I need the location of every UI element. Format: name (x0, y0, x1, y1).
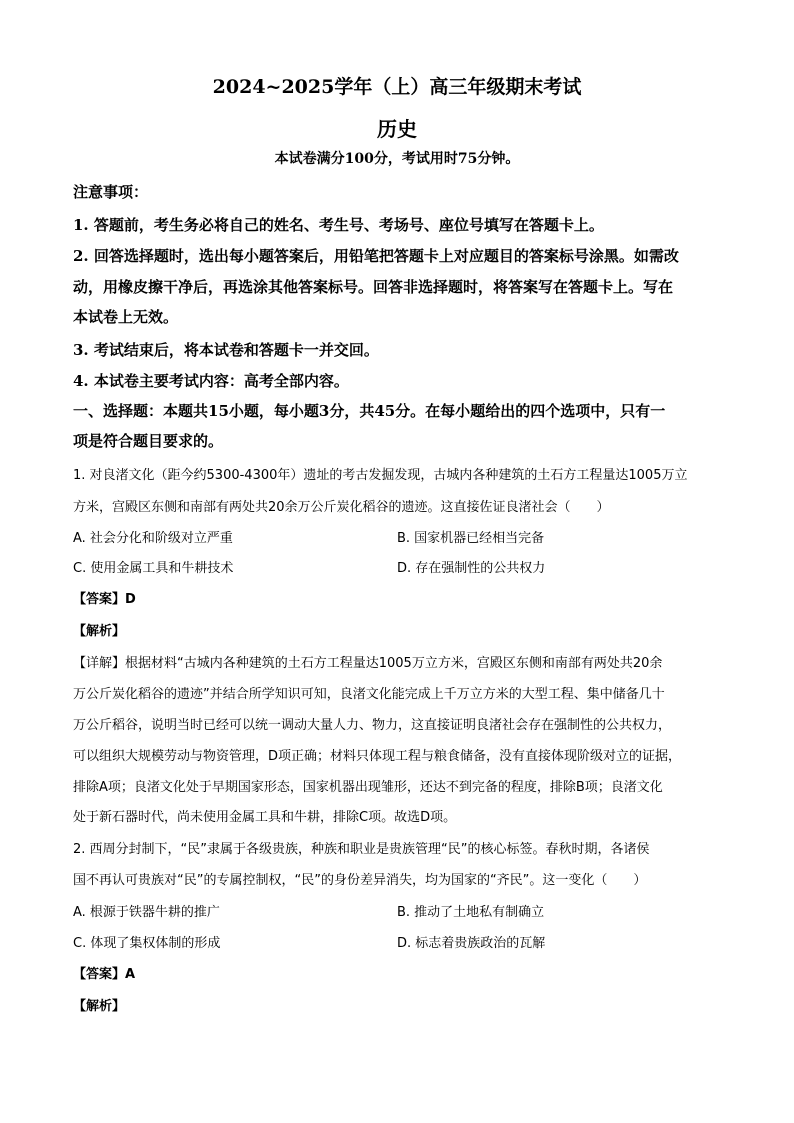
q2-analysis-label: 【解析】 (73, 999, 126, 1014)
q1-stem-line-1: 1. 对良渚文化（距今约5300-4300年）遗址的考古发掘发现，古城内各种建筑的土石方工程量达1005万立 (73, 468, 688, 483)
q1-detail-line-2: 万公斤炭化稻谷的遗迹”并结合所学知识可知，良渚文化能完成上千万立方米的大型工程、集中储备几十 (73, 687, 665, 702)
exam-info: 本试卷满分100分，考试用时75分钟。 (274, 151, 520, 167)
q2-option-c: C. 体现了集权体制的形成 (73, 936, 221, 951)
notice-item-1: 1. 答题前，考生务必将自己的姓名、考生号、考场号、座位号填写在答题卡上。 (73, 216, 604, 234)
notice-item-2-line-2: 动，用橡皮擦干净后，再选涂其他答案标号。回答非选择题时，将答案写在答题卡上。写在 (73, 278, 674, 296)
q2-option-d: D. 标志着贵族政治的瓦解 (397, 936, 546, 951)
notice-heading: 注意事项： (73, 183, 149, 201)
q1-detail-line-4: 可以组织大规模劳动与物资管理，D项正确；材料只体现工程与粮食储备，没有直接体现阶级对立的证据， (73, 749, 682, 764)
subject-title: 历史 (377, 117, 417, 141)
q1-option-b: B. 国家机器已经相当完备 (397, 531, 545, 546)
section-heading-line-2: 项是符合题目要求的。 (73, 432, 224, 450)
q2-option-a: A. 根源于铁器牛耕的推广 (73, 905, 220, 920)
q1-stem-line-2: 方米，宫殿区东侧和南部有两处共20余万公斤炭化稻谷的遗迹。这直接佐证良渚社会（ ） (73, 500, 610, 515)
section-heading-line-1: 一、选择题：本题共15小题，每小题3分，共45分。在每小题给出的四个选项中，只有一 (73, 402, 666, 420)
notice-item-3: 3. 考试结束后，将本试卷和答题卡一并交回。 (73, 341, 379, 359)
q1-detail-line-6: 处于新石器时代，尚未使用金属工具和牛耕，排除C项。故选D项。 (73, 810, 457, 825)
q2-stem-line-1: 2. 西周分封制下，“民”隶属于各级贵族，种族和职业是贵族管理“民”的核心标签。春秋时期，各诸侯 (73, 842, 650, 857)
notice-item-4: 4. 本试卷主要考试内容：高考全部内容。 (73, 372, 349, 390)
exam-title: 2024~2025学年（上）高三年级期末考试 (212, 76, 582, 98)
q1-option-d: D. 存在强制性的公共权力 (397, 561, 546, 576)
q1-option-a: A. 社会分化和阶级对立严重 (73, 531, 233, 546)
notice-item-2-line-3: 本试卷上无效。 (73, 308, 179, 326)
notice-item-2-line-1: 2. 回答选择题时，选出每小题答案后，用铅笔把答题卡上对应题目的答案标号涂黑。如需改 (73, 247, 679, 265)
q1-answer: 【答案】D (73, 592, 136, 607)
q2-option-b: B. 推动了土地私有制确立 (397, 905, 545, 920)
q1-detail-line-1: 【详解】根据材料“古城内各种建筑的土石方工程量达1005万立方米，宫殿区东侧和南部有两处共20余 (73, 656, 663, 671)
q1-detail-line-3: 万公斤稻谷，说明当时已经可以统一调动大量人力、物力，这直接证明良渚社会存在强制性的公共权力， (73, 718, 672, 733)
q2-answer: 【答案】A (73, 967, 136, 982)
q2-stem-line-2: 国不再认可贵族对“民”的专属控制权，“民”的身份差异消失，均为国家的“齐民”。这一变化（ ） (73, 873, 647, 888)
q1-analysis-label: 【解析】 (73, 624, 126, 639)
q1-option-c: C. 使用金属工具和牛耕技术 (73, 561, 234, 576)
q1-detail-line-5: 排除A项；良渚文化处于早期国家形态，国家机器出现雏形，还达不到完备的程度，排除B项；良渚文化 (73, 780, 663, 795)
